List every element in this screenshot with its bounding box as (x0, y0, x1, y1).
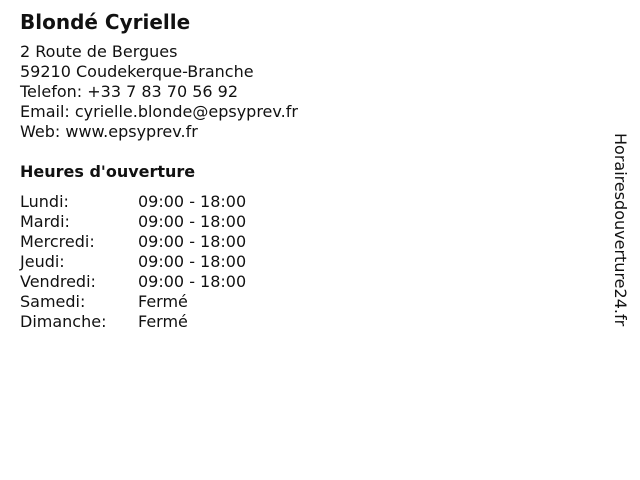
day-label: Mercredi: (20, 232, 95, 251)
hours-row-friday (20, 272, 580, 292)
phone-line: Telefon: +33 7 83 70 56 92 (20, 82, 239, 101)
email-line: Email: cyrielle.blonde@epsyprev.fr (20, 102, 298, 121)
day-hours: 09:00 - 18:00 (138, 192, 247, 211)
site-watermark-text: Horairesdouverture24.fr (611, 133, 630, 327)
hours-row-wednesday (20, 232, 580, 252)
day-hours: Fermé (138, 312, 188, 331)
opening-hours-table (20, 192, 580, 332)
day-hours: 09:00 - 18:00 (138, 232, 247, 251)
business-card (20, 10, 580, 332)
address-line-2: 59210 Coudekerque-Branche (20, 62, 254, 81)
opening-hours-title: Heures d'ouverture (20, 162, 196, 181)
hours-row-thursday (20, 252, 580, 272)
address-line-1: 2 Route de Bergues (20, 42, 178, 61)
day-label: Vendredi: (20, 272, 96, 291)
day-hours: 09:00 - 18:00 (138, 212, 247, 231)
day-hours: Fermé (138, 292, 188, 311)
hours-row-monday (20, 192, 580, 212)
site-watermark (608, 133, 632, 373)
day-label: Jeudi: (20, 252, 65, 271)
day-hours: 09:00 - 18:00 (138, 252, 247, 271)
web-line: Web: www.epsyprev.fr (20, 122, 198, 141)
day-label: Lundi: (20, 192, 69, 211)
day-label: Dimanche: (20, 312, 107, 331)
day-label: Mardi: (20, 212, 70, 231)
business-name: Blondé Cyrielle (20, 10, 191, 34)
day-hours: 09:00 - 18:00 (138, 272, 247, 291)
hours-row-saturday (20, 292, 580, 312)
hours-row-sunday (20, 312, 580, 332)
day-label: Samedi: (20, 292, 86, 311)
hours-row-tuesday (20, 212, 580, 232)
